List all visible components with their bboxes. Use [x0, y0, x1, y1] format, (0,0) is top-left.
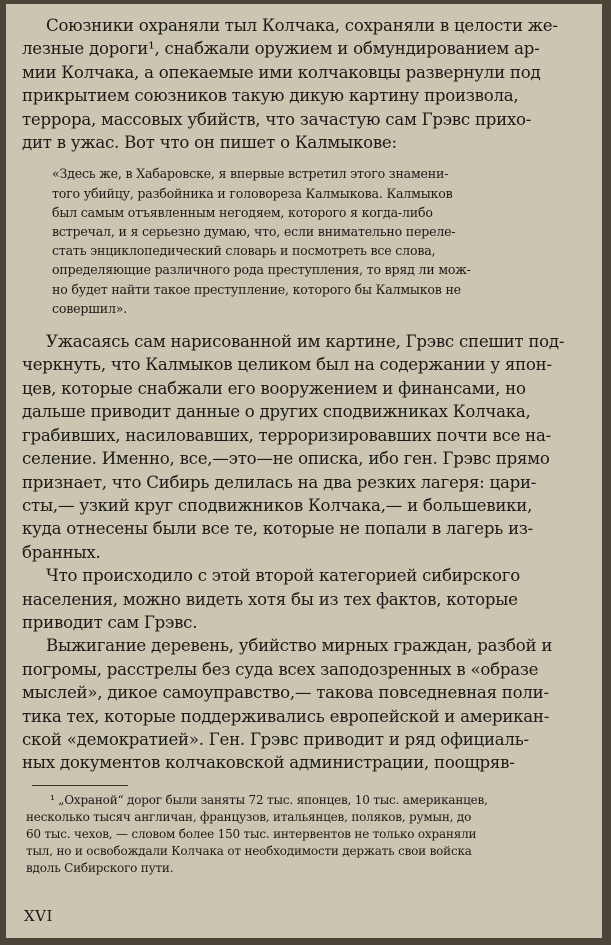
- text-line: черкнуть, что Калмыков целиком был на содержании у япон-: [22, 355, 552, 375]
- block-quote: [22, 164, 592, 318]
- quote-line: встречал, и я серьезно думаю, что, если внимательно переле-: [52, 224, 456, 240]
- footnote: [22, 792, 592, 877]
- text-line: мыслей», дикое самоуправство,— такова повседневная поли-: [22, 683, 549, 703]
- book-page: [6, 4, 602, 938]
- paragraph-2: [22, 330, 592, 564]
- text-line: Ужасаясь сам нарисованной им картине, Грэвс спешит под-: [46, 332, 565, 352]
- footnote-line: вдоль Сибирского пути.: [26, 860, 174, 875]
- text-line: дальше приводит данные о других сподвижниках Колчака,: [22, 402, 531, 422]
- text-line: цев, которые снабжали его вооружением и финансами, но: [22, 378, 526, 398]
- text-line: террора, массовых убийств, что зачастую сам Грэвс прихо-: [22, 109, 532, 129]
- text-line: мии Колчака, а опекаемые ими колчаковцы развернули под: [22, 62, 541, 82]
- text-line: дит в ужас. Вот что он пишет о Калмыкове:: [22, 133, 397, 153]
- quote-line: стать энциклопедический словарь и посмотреть все слова,: [52, 243, 436, 259]
- page-number: XVI: [24, 907, 53, 925]
- text-line: бранных.: [22, 542, 101, 562]
- quote-line: того убийцу, разбойника и головореза Калмыкова. Калмыков: [52, 185, 453, 201]
- quote-line: «Здесь же, в Хабаровске, я впервые встретил этого знамени-: [52, 166, 449, 182]
- text-line: селение. Именно, все,—это—не описка, ибо ген. Грэвс прямо: [22, 449, 550, 469]
- text-line: прикрытием союзников такую дикую картину произвола,: [22, 86, 519, 106]
- text-line: Что происходило с этой второй категорией сибирского: [46, 566, 520, 586]
- text-line: населения, можно видеть хотя бы из тех фактов, которые: [22, 589, 518, 609]
- quote-line: определяющие различного рода преступления, то вряд ли мож-: [52, 262, 471, 278]
- text-line: лезные дороги¹, снабжали оружием и обмундированием ар-: [22, 39, 540, 59]
- text-line: погромы, расстрелы без суда всех заподозренных в «образе: [22, 659, 539, 679]
- text-line: Союзники охраняли тыл Колчака, сохраняли в целости же-: [46, 16, 558, 35]
- paragraph-3: [22, 564, 592, 634]
- text-line: ных документов колчаковской администрации, поощряв-: [22, 753, 515, 773]
- quote-line: был самым отъявленным негодяем, которого я когда-либо: [52, 204, 433, 220]
- text-line: сты,— узкий круг сподвижников Колчака,— и большевики,: [22, 495, 533, 515]
- text-line: грабивших, насиловавших, терроризировавших почти все на-: [22, 425, 551, 445]
- text-line: тика тех, которые поддерживались европейской и американ-: [22, 706, 550, 726]
- text-line: куда отнесены были все те, которые не попали в лагерь из-: [22, 519, 534, 539]
- paragraph-4: [22, 634, 592, 774]
- footnote-line: тыл, но и освобождали Колчака от необходимости держать свои войска: [26, 843, 472, 858]
- text-line: Выжигание деревень, убийство мирных граждан, разбой и: [46, 636, 553, 656]
- footnote-divider: [32, 785, 128, 786]
- footnote-line: 60 тыс. чехов, — словом более 150 тыс. интервентов не только охраняли: [26, 826, 477, 841]
- quote-line: но будет найти такое преступление, которого бы Калмыков не: [52, 281, 461, 297]
- text-line: ской «демократией». Ген. Грэвс приводит и ряд официаль-: [22, 729, 529, 749]
- footnote-line: ¹ „Охраной“ дорог были заняты 72 тыс. японцев, 10 тыс. американцев,: [50, 792, 488, 807]
- quote-line: совершил».: [52, 300, 128, 316]
- footnote-line: несколько тысяч англичан, французов, итальянцев, поляков, румын, до: [26, 809, 472, 824]
- text-line: признает, что Сибирь делилась на два резких лагеря: цари-: [22, 472, 537, 492]
- text-line: приводит сам Грэвс.: [22, 612, 198, 632]
- paragraph-1: [22, 14, 592, 154]
